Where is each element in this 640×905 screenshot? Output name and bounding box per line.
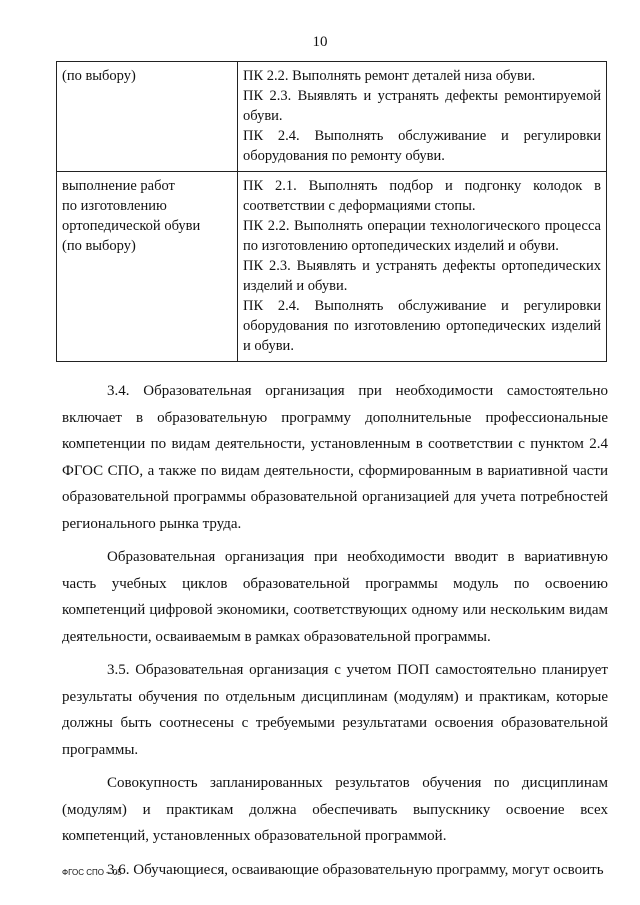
paragraph-learning-results: Совокупность запланированных результатов обучения по дисциплинам (модулям) и практикам должна обеспечивать выпускнику освоение всех компетенций, установленных образовательной программой. [62,775,608,844]
competency-item: ПК 2.1. Выполнять подбор и подгонку колодок в соответствии с деформациями стопы. [243,178,601,214]
footer-label: ФГОС СПО – 05 [62,868,122,877]
body-text [62,378,608,890]
competency-item: ПК 2.3. Выявлять и устранять дефекты ортопедических изделий и обуви. [243,258,601,294]
competency-item: ПК 2.4. Выполнять обслуживание и регулировки оборудования по изготовлению ортопедических изделий и обуви. [243,298,601,354]
activity-line: по изготовлению [62,198,167,214]
paragraph-3-4: 3.4. Образовательная организация при необходимости самостоятельно включает в образовательную программу дополнительные профессиональные компетенции по видам деятельности, установленным в соответствии с пунктом 2.4 ФГОС СПО, а также по видам деятельности, сформированным в вариативной части образовательной программы образовательной организацией для учета потребностей регионального рынка труда. [62,383,608,532]
activity-line: (по выбору) [62,238,136,254]
activity-cell [57,62,238,172]
competency-cell [238,62,607,172]
competency-cell [238,172,607,362]
activity-line: выполнение работ [62,178,175,194]
page-number: 10 [312,34,328,50]
activity-line: (по выбору) [62,68,136,84]
competency-item: ПК 2.3. Выявлять и устранять дефекты ремонтируемой обуви. [243,88,601,124]
competency-item: ПК 2.2. Выполнять операции технологического процесса по изготовлению ортопедических изделий и обуви. [243,218,601,254]
paragraph-3-5: 3.5. Образовательная организация с учетом ПОП самостоятельно планирует результаты обучения по отдельным дисциплинам (модулям) и практикам, которые должны быть соотнесены с требуемыми результатами освоения образовательной программы. [62,662,608,758]
paragraph-digital-economy: Образовательная организация при необходимости вводит в вариативную часть учебных циклов образовательной программы модуль по освоению компетенций цифровой экономики, соответствующих одному или нескольким видам деятельности, осваиваемым в рамках образовательной программы. [62,549,608,645]
activity-cell [57,172,238,362]
table-row [57,62,607,172]
paragraph-3-6: 3.6. Обучающиеся, осваивающие образовательную программу, могут освоить [107,861,604,878]
activity-line: ортопедической обуви [62,218,201,234]
competency-item: ПК 2.2. Выполнять ремонт деталей низа обуви. [243,68,536,84]
table-row [57,172,607,362]
competency-item: ПК 2.4. Выполнять обслуживание и регулировки оборудования по ремонту обуви. [243,128,601,164]
competencies-table [56,61,607,362]
